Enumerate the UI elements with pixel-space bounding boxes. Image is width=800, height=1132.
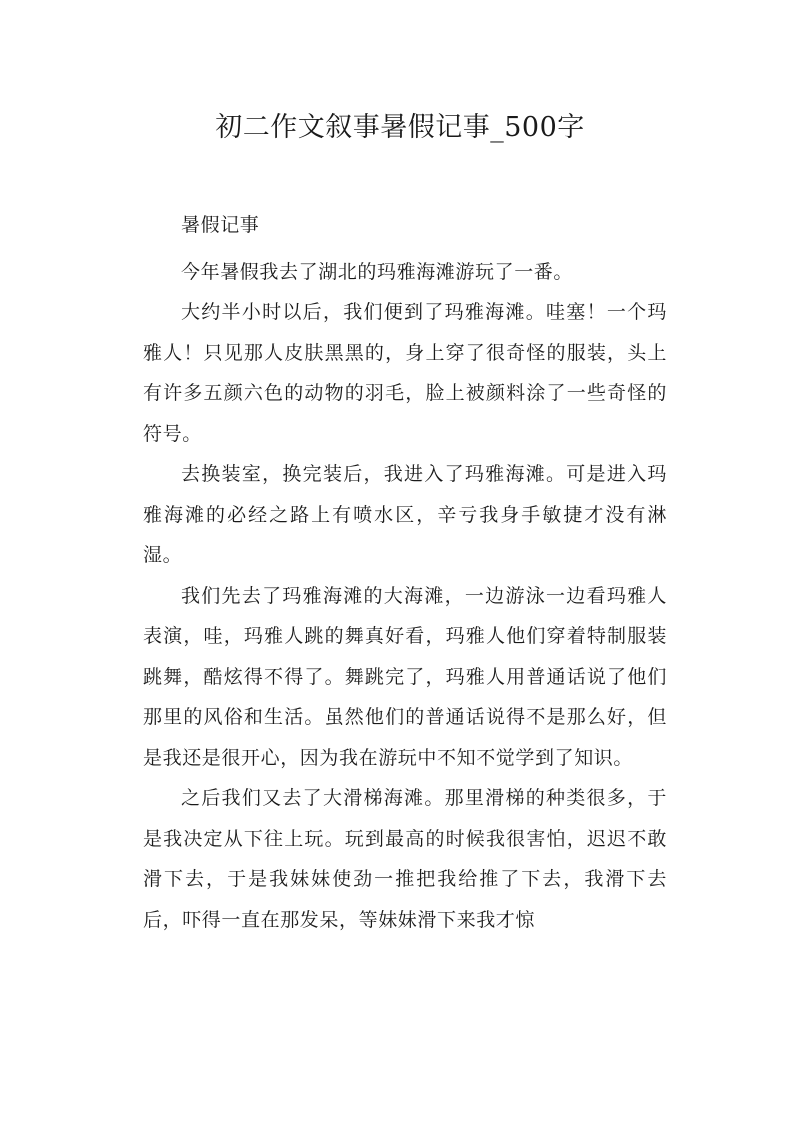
essay-subtitle: 暑假记事 xyxy=(181,214,260,236)
paragraph-2: 大约半小时以后，我们便到了玛雅海滩。哇塞！一个玛雅人！只见那人皮肤黑黑的，身上穿了很奇怪的服装，头上有许多五颜六色的动物的羽毛，脸上被颜料涂了一些奇怪的符号。 xyxy=(143,301,667,445)
document-body xyxy=(143,205,667,940)
paragraph-1: 今年暑假我去了湖北的玛雅海滩游玩了一番。 xyxy=(181,260,574,283)
paragraph-4: 我们先去了玛雅海滩的大海滩，一边游泳一边看玛雅人表演，哇，玛雅人跳的舞真好看，玛雅人他们穿着特制服装跳舞，酷炫得不得了。舞跳完了，玛雅人用普通话说了他们那里的风俗和生活。虽然他们的普通话说得不是那么好，但是我还是很开心，因为我在游玩中不知不觉学到了知识。 xyxy=(143,584,667,769)
document-title: 初二作文叙事暑假记事_500字 xyxy=(215,112,585,143)
paragraph-3: 去换装室，换完装后，我进入了玛雅海滩。可是进入玛雅海滩的必经之路上有喷水区，辛亏我身手敏捷才没有淋湿。 xyxy=(143,463,667,566)
paragraph-5: 之后我们又去了大滑梯海滩。那里滑梯的种类很多，于是我决定从下往上玩。玩到最高的时候我很害怕，迟迟不敢滑下去，于是我妹妹使劲一推把我给推了下去，我滑下去后，吓得一直在那发呆，等妹妹滑下来我才惊 xyxy=(143,787,667,931)
